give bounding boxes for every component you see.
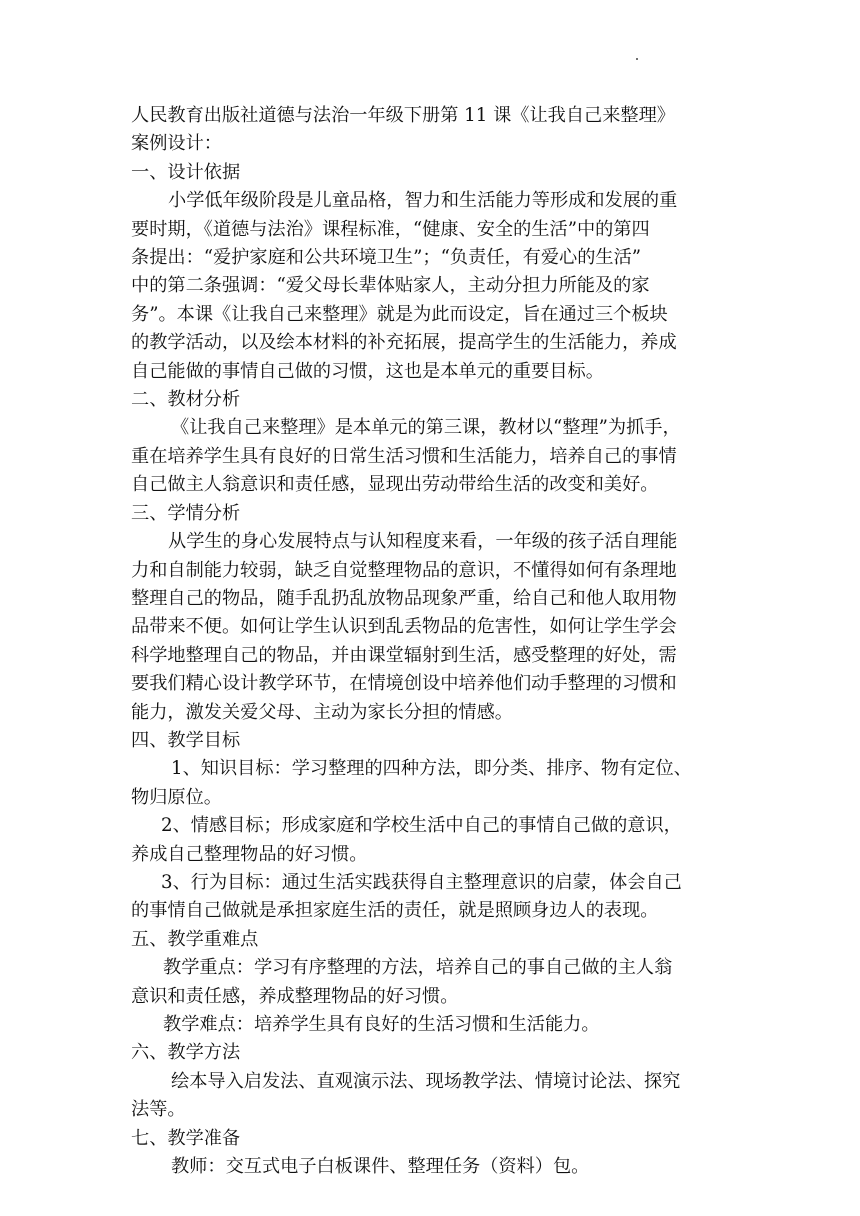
paragraph-line: 务”。本课《让我自己来整理》就是为此而设定，旨在通过三个板块 — [131, 303, 668, 325]
paragraph-line: 的教学活动，以及绘本材料的补充拓展，提高学生的生活能力，养成 — [131, 332, 677, 354]
paragraph-line: 品带来不便。如何让学生认识到乱丢物品的危害性，如何让学生学会 — [131, 616, 677, 638]
goal-behavior-line: 3、行为目标：通过生活实践获得自主整理意识的启蒙，体会自己 — [161, 871, 682, 893]
section-heading-teaching-goals: 四、教学目标 — [131, 729, 241, 751]
goal-emotion-line: 2、情感目标；形成家庭和学校生活中自己的事情自己做的意识， — [161, 815, 682, 837]
doc-title-line-2: 案例设计： — [131, 133, 222, 155]
paragraph-line: 从学生的身心发展特点与认知程度来看，一年级的孩子活自理能 — [168, 531, 678, 553]
goal-emotion-line: 养成自己整理物品的好习惯。 — [131, 843, 368, 865]
paragraph-line: 法等。 — [131, 1099, 186, 1121]
paragraph-line: 力和自制能力较弱，缺乏自觉整理物品的意识，不懂得如何有条理地 — [131, 559, 677, 581]
section-heading-material-analysis: 二、教材分析 — [131, 389, 241, 411]
paragraph-line: 要我们精心设计教学环节，在情境创设中培养他们动手整理的习惯和 — [131, 673, 677, 695]
paragraph-line: 绘本导入启发法、直观演示法、现场教学法、情境讨论法、探究 — [171, 1070, 681, 1092]
doc-title-line-1: 人民教育出版社道德与法治一年级下册第 11 课《让我自己来整理》 — [131, 105, 675, 126]
paragraph-line: 要时期，《道德与法治》课程标准，“健康、安全的生活”中的第四 — [131, 218, 650, 240]
section-heading-teaching-preparation: 七、教学准备 — [131, 1127, 241, 1149]
paragraph-line: 小学低年级阶段是儿童品格，智力和生活能力等形成和发展的重 — [168, 190, 678, 212]
paragraph-line: 教师：交互式电子白板课件、整理任务（资料）包。 — [171, 1156, 590, 1178]
paragraph-line: 重在培养学生具有良好的日常生活习惯和生活能力，培养自己的事情 — [131, 445, 677, 467]
key-point-line: 意识和责任感，养成整理物品的好习惯。 — [131, 985, 459, 1007]
difficult-point-line: 教学难点：培养学生具有良好的生活习惯和生活能力。 — [163, 1014, 600, 1035]
page-mark-dot — [636, 58, 638, 60]
section-heading-design-basis: 一、设计依据 — [131, 161, 241, 183]
section-heading-teaching-methods: 六、教学方法 — [131, 1042, 241, 1064]
paragraph-line: 科学地整理自己的物品，并由课堂辐射到生活，感受整理的好处，需 — [131, 644, 677, 666]
goal-behavior-line: 的事情自己做就是承担家庭生活的责任，就是照顾身边人的表现。 — [131, 900, 659, 922]
paragraph-line: 《让我自己来整理》是本单元的第三课，教材以“整理”为抓手， — [171, 417, 681, 439]
paragraph-line: 能力，激发关爱父母、主动为家长分担的情感。 — [131, 701, 513, 723]
section-heading-learner-analysis: 三、学情分析 — [131, 502, 241, 524]
paragraph-line: 自己能做的事情自己做的习惯，这也是本单元的重要目标。 — [131, 360, 604, 382]
section-heading-key-points: 五、教学重难点 — [131, 928, 259, 950]
goal-knowledge-line: 物归原位。 — [131, 786, 222, 808]
paragraph-line: 条提出：“爱护家庭和公共环境卫生”；“负责任，有爱心的生活” — [131, 247, 642, 269]
key-point-line: 教学重点：学习有序整理的方法，培养自己的事自己做的主人翁 — [163, 957, 673, 979]
paragraph-line: 自己做主人翁意识和责任感，显现出劳动带给生活的改变和美好。 — [131, 474, 659, 496]
paragraph-line: 整理自己的物品，随手乱扔乱放物品现象严重，给自己和他人取用物 — [131, 587, 677, 609]
goal-knowledge-line: 1、知识目标：学习整理的四种方法，即分类、排序、物有定位、 — [171, 758, 692, 780]
paragraph-line: 中的第二条强调：“爱父母长辈体贴家人，主动分担力所能及的家 — [131, 275, 650, 297]
document-body — [131, 102, 731, 1181]
